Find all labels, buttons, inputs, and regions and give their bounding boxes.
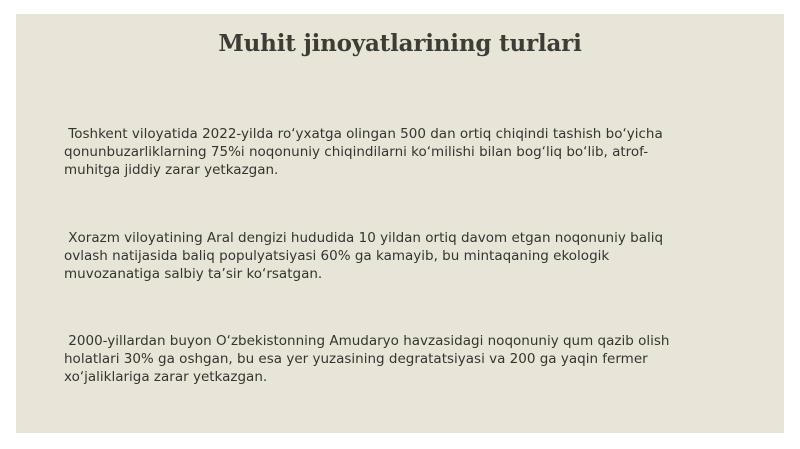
paragraph-xorazm: Xorazm viloyatining Aral dengizi hududida 10 yildan ortiq davom etgan noqonuniy baliq ovlash natijasida baliq populyatsiyasi 60% ga kamayib, bu mintaqaning ekologik muvozanatiga salbiy ta’sir ko‘rsatgan. — [64, 230, 668, 282]
slide — [16, 14, 784, 433]
paragraph-amudaryo: 2000-yillardan buyon O‘zbekistonning Amudaryo havzasidagi noqonuniy qum qazib olish holatlari 30% ga oshgan, bu esa yer yuzasining degratatsiyasi va 200 ga yaqin fermer xo‘jaliklariga zarar yetkazgan. — [64, 333, 674, 385]
paragraph-toshkent: Toshkent viloyatida 2022-yilda ro‘yxatga olingan 500 dan ortiq chiqindi tashish bo‘yicha qonunbuzarliklarning 75%i noqonuniy chiqindilarni ko‘milishi bilan bog‘liq bo‘lib, atrof-muhitga jiddiy zarar yetkazgan. — [64, 126, 668, 178]
slide-title: Muhit jinoyatlarining turlari — [218, 30, 582, 57]
